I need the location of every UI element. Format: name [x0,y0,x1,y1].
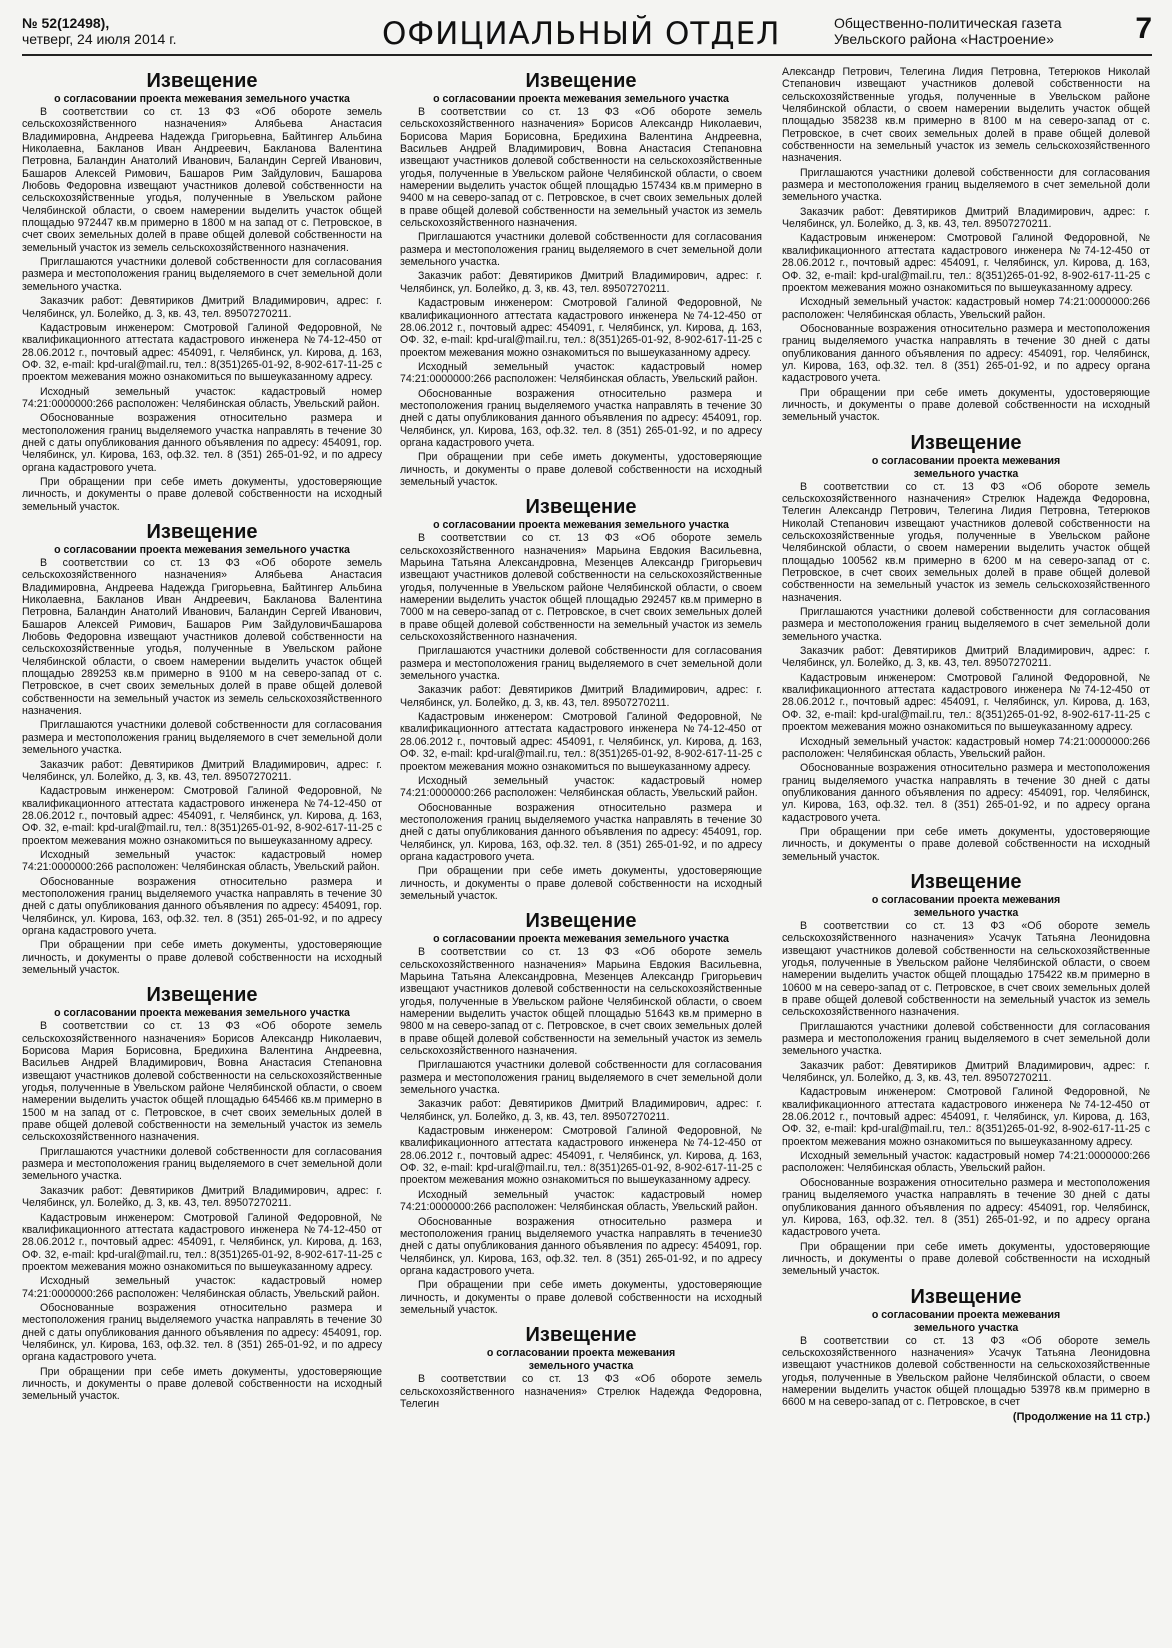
notice-objections: Обоснованные возражения относительно размера и местоположения границ выделяемого участка направлять в течение 30 дней с даты опубликования данного объявления по адресу: 454091, гор. Челябинск, ул. Кирова, 163, оф.32. тел. 8 (351) 265-01-92, и по адресу органа кадастрового учета. [400,387,762,449]
notice-objections: Обоснованные возражения относительно размера и местоположения границ выделяемого участка направлять в течение 30 дней с даты опубликования данного объявления по адресу: 454091, гор. Челябинск, ул. Кирова, 163, оф.32. тел. 8 (351) 265-01-92, и по адресу органа кадастрового учета. [22,875,382,937]
notice-engineer: Кадастровым инженером: Смотровой Галиной Федоровной, № квалификационного аттестата кадастрового инженера №74-12-450 от 28.06.2012 г., почтовый адрес: 454091, г. Челябинск, ул. Кирова, д. 163, ОФ. 32, e-mail: kpd-ural@mail.ru, тел.: 8(351)265-01-92, 8-902-617-11-25 с проектом межевания можно ознакомиться по вышеуказанному адресу. [22,785,382,847]
notice-source-plot: Исходный земельный участок: кадастровый номер 74:21:0000000:266 расположен: Челябинская область, Увельский район. [400,360,762,386]
notice [400,496,762,902]
notice-documents: При обращении при себе иметь документы, удостоверяющие личность, и документы о праве долевой собственности на исходный земельный участок. [22,1365,382,1403]
notice-intro: В соответствии со ст. 13 ФЗ «Об обороте земель сельскохозяйственного назначения» Алябьева Анастасия Владимировна, Андреева Надежда Григорьевна, Байтингер Альбина Николаевна, Бакланов Иван Андреевич, Бакланова Валентина Петровна, Баландин Анатолий Иванович, Баландин Сергей Иванович, Башаров Алексей Римович, Башаров Рим Зайдулович, Башарова Любовь Федоровна извещают участников долевой собственности на сельскохозяйственные угодья, полученные в Увельском районе Челябинской области, о своем намерении выделить участок общей площадью 972447 кв.м примерно в 1800 м на запад от с. Петровское, в счет своих земельных долей в праве общей долевой собственности на земельный участок из земель сельскохозяйственного назначения. [22,106,382,254]
notice-intro: В соответствии со ст. 13 ФЗ «Об обороте земель сельскохозяйственного назначения» Алябьева Анастасия Владимировна, Андреева Надежда Григорьевна, Байтингер Альбина Николаевна, Бакланов Иван Андреевич, Бакланова Валентина Петровна, Баландин Анатолий Иванович, Баландин Сергей Иванович, Башаров Алексей Римович, Башаров Рим ЗайдуловичБашарова Любовь Федоровна извещают участников долевой собственности на сельскохозяйственные угодья, полученные в Увельском районе Челябинской области, о своем намерении выделить участок общей площадью 289253 кв.м примерно в 9100 м на северо-запад от с. Петровское, в счет своих земельных долей в праве общей долевой собственности на земельный участок из земель сельскохозяйственного назначения. [22,557,382,718]
notice-invite: Приглашаются участники долевой собственности для согласования размера и местоположения границ выделяемого в счет земельной доли земельного участка. [400,1059,762,1097]
page-number: 7 [1135,12,1152,45]
notice-engineer: Кадастровым инженером: Смотровой Галиной Федоровной, № квалификационного аттестата кадастрового инженера №74-12-450 от 28.06.2012 г., почтовый адрес: 454091, г. Челябинск, ул. Кирова, д. 163, ОФ. 32, e-mail: kpd-ural@mail.ru, тел.: 8(351)265-01-92, 8-902-617-11-25 с проектом межевания можно ознакомиться по вышеуказанному адресу. [400,711,762,773]
notice-subtitle: о согласовании проекта межевания земельного участка [54,93,350,105]
notice-source-plot: Исходный земельный участок: кадастровый номер 74:21:0000000:266 расположен: Челябинская область, Увельский район. [782,296,1150,321]
notice-customer: Заказчик работ: Девятириков Дмитрий Владимирович, адрес: г. Челябинск, ул. Болейко, д. 3, кв. 43, тел. 89507270211. [22,1184,382,1210]
notice-engineer: Кадастровым инженером: Смотровой Галиной Федоровной, № квалификационного аттестата кадастрового инженера №74-12-450 от 28.06.2012 г., почтовый адрес: 454091, г. Челябинск, ул. Кирова, д. 163, ОФ. 32, e-mail: kpd-ural@mail.ru, тел.: 8(351)265-01-92, 8-902-617-11-25 с проектом межевания можно ознакомиться по вышеуказанному адресу. [22,1211,382,1273]
notice-title: Извещение [910,431,1022,454]
continuation-note: (Продолжение на 11 стр.) [1012,1410,1150,1423]
notice-source-plot: Исходный земельный участок: кадастровый номер 74:21:0000000:266 расположен: Челябинская область, Увельский район. [22,848,382,874]
notice-documents: При обращении при себе иметь документы, удостоверяющие личность, и документы о праве долевой собственности на исходный земельный участок. [782,825,1150,863]
notice-objections: Обоснованные возражения относительно размера и местоположения границ выделяемого участка направлять в течение 30 дней с даты опубликования данного объявления по адресу: 454091, гор. Челябинск, ул. Кирова, 163, оф.32. тел. 8 (351) 265-01-92, и по адресу органа кадастрового учета. [782,762,1150,824]
notice-title: Извещение [146,521,258,543]
notice [400,910,762,1316]
notice-intro: В соответствии со ст. 13 ФЗ «Об обороте земель сельскохозяйственного назначения» Марьина Евдокия Васильевна, Марьина Татьяна Александровна, Мезенцев Александр Григорьевич извещают участников долевой собственности на сельскохозяйственные угодья, полученные в Увельском районе Челябинской области, о своем намерении выделить участок общей площадью 51643 кв.м примерно в 9800 м на северо-запад от с. Петровское, в счет своих земельных долей в праве общей долевой собственности на земельный участок из земель сельскохозяйственного назначения. [400,946,762,1058]
notice [22,984,382,1402]
notice-subtitle: о согласовании проекта межевания земельного участка [433,93,729,105]
notice-subtitle: о согласовании проекта межевания земельного участка [54,544,350,556]
notice-engineer: Кадастровым инженером: Смотровой Галиной Федоровной, № квалификационного аттестата кадастрового инженера №74-12-450 от 28.06.2012 г., почтовый адрес: 454091, г. Челябинск, ул. Кирова, д. 163, ОФ. 32, e-mail: kpd-ural@mail.ru, тел.: 8(351)265-01-92, 8-902-617-11-25 с проектом межевания можно ознакомиться по вышеуказанному адресу. [400,1125,762,1187]
notice-engineer: Кадастровым инженером: Смотровой Галиной Федоровной, № квалификационного аттестата кадастрового инженера №74-12-450 от 28.06.2012 г., почтовый адрес: 454091, г. Челябинск, ул. Кирова, д. 163, ОФ. 32, e-mail: kpd-ural@mail.ru, тел.: 8(351)265-01-92, 8-902-617-11-25 с проектом межевания можно ознакомиться по вышеуказанному адресу. [782,671,1150,734]
notice-intro-continued: Александр Петрович, Телегина Лидия Петровна, Тетерюков Николай Степанович извещают участников долевой собственности на сельскохозяйственные угодья, полученные в Увельском районе Челябинской области, о своем намерении выделить участок общей площадью 358238 кв.м примерно в 8100 м на северо-запад от с. Петровское, в счет своих земельных долей в праве общей долевой собственности на земельный участок из земель сельскохозяйственного назначения. [782,66,1150,165]
notice-title: Извещение [910,870,1022,893]
notice-source-plot: Исходный земельный участок: кадастровый номер 74:21:0000000:266 расположен: Челябинская область, Увельский район. [400,1188,762,1214]
notice-subtitle: о согласовании проекта межевания земельного участка [54,1007,350,1020]
notice-documents: При обращении при себе иметь документы, удостоверяющие личность, и документы о праве долевой собственности на исходный земельный участок. [22,475,382,513]
notice-intro: В соответствии со ст. 13 ФЗ «Об обороте земель сельскохозяйственного назначения» Борисов Александр Николаевич, Борисова Мария Борисовна, Бредихина Валентина Андреевна, Васильев Андрей Владимирович, Вовна Анастасия Степановна извещают участников долевой собственности на сельскохозяйственные угодья, полученные в Увельском районе Челябинской области, о своем намерении выделить участок общей площадью 645466 кв.м примерно в 1500 м на запад от с. Петровское, в счет своих земельных долей в праве общей долевой собственности на земельный участок из земель сельскохозяйственного назначения. [22,1020,382,1144]
notice-objections: Обоснованные возражения относительно размера и местоположения границ выделяемого участка направлять в течение 30 дней с даты опубликования данного объявления по адресу: 454091, гор. Челябинск, ул. Кирова, 163, оф.32. тел. 8 (351) 265-01-92, и по адресу органа кадастрового учета. [400,801,762,863]
issue-number: № 52(12498), [22,15,110,31]
notice-subtitle-line-2: земельного участка [913,467,1019,480]
notice-documents: При обращении при себе иметь документы, удостоверяющие личность, и документы о праве долевой собственности на исходный земельный участок. [782,1240,1150,1278]
notice [400,70,762,488]
notice-objections: Обоснованные возражения относительно размера и местоположения границ выделяемого участка направлять в течение 30 дней с даты опубликования данного объявления по адресу: 454091, гор. Челябинск, ул. Кирова, 163, оф.32. тел. 8 (351) 265-01-92, и по адресу органа кадастрового учета. [782,1176,1150,1239]
notice-objections: Обоснованные возражения относительно размера и местоположения границ выделяемого участка направлять в течение30 дней с даты опубликования данного объявления по адресу: 454091, гор. Челябинск, ул. Кирова, 163, оф.32. тел. 8 (351) 265-01-92, и по адресу органа кадастрового учета. [400,1215,762,1277]
notice-invite: Приглашаются участники долевой собственности для согласования размера и местоположения границ выделяемого в счет земельной доли земельного участка. [400,231,762,269]
page-header [22,14,1152,56]
notice-subtitle-line-2: земельного участка [913,906,1019,919]
notice-invite: Приглашаются участники долевой собственности для согласования размера и местоположения границ выделяемого в счет земельной доли земельного участка. [22,719,382,757]
notice-title: Извещение [525,70,637,92]
notice-customer: Заказчик работ: Девятириков Дмитрий Владимирович, адрес: г. Челябинск, ул. Болейко, д. 3, кв. 43, тел. 89507270211. [22,295,382,320]
notice-customer: Заказчик работ: Девятириков Дмитрий Владимирович, адрес: г. Челябинск, ул. Болейко, д. 3, кв. 43, тел. 89507270211. [400,270,762,295]
notice-documents: При обращении при себе иметь документы, удостоверяющие личность, и документы о праве долевой собственности на исходный земельный участок. [400,865,762,902]
notice [782,871,1150,1278]
notice-engineer: Кадастровым инженером: Смотровой Галиной Федоровной, № квалификационного аттестата кадастрового инженера №74-12-450 от 28.06.2012 г., почтовый адрес: 454091, г. Челябинск, ул. Кирова, д. 163, ОФ. 32, e-mail: kpd-ural@mail.ru, тел.: 8(351)265-01-92, 8-902-617-11-25 с проектом межевания можно ознакомиться по вышеуказанному адресу. [400,297,762,359]
notice-invite: Приглашаются участники долевой собственности для согласования размера и местоположения границ выделяемого в счет земельной доли земельного участка. [22,1145,382,1183]
notice [22,521,382,976]
notice-customer: Заказчик работ: Девятириков Дмитрий Владимирович, адрес: г. Челябинск, ул. Болейко, д. 3, кв. 43, тел. 89507270211. [782,1059,1150,1085]
notice-source-plot: Исходный земельный участок: кадастровый номер 74:21:0000000:266 расположен: Челябинская область, Увельский район. [400,774,762,800]
notice-objections: Обоснованные возражения относительно размера и местоположения границ выделяемого участка направлять в течение 30 дней с даты опубликования данного объявления по адресу: 454091, гор. Челябинск, ул. Кирова, 163, оф.32. тел. 8 (351) 265-01-92, и по адресу органа кадастрового учета. [782,322,1150,385]
notice-subtitle-line-1: о согласовании проекта межевания [871,893,1061,906]
notice-intro: В соответствии со ст. 13 ФЗ «Об обороте земель сельскохозяйственного назначения» Стрелюк Надежда Федоровна, Телегин [400,1373,762,1410]
newspaper-line-1: Общественно-политическая газета [834,15,1062,31]
notice-title: Извещение [146,984,258,1007]
issue-info [22,15,177,47]
notice-subtitle: о согласовании проекта межевания земельного участка [433,933,729,946]
notice [782,432,1150,863]
notice-objections: Обоснованные возражения относительно размера и местоположения границ выделяемого участка направлять в течение 30 дней с даты опубликования данного объявления по адресу: 454091, гор. Челябинск, ул. Кирова, 163, оф.32. тел. 8 (351) 265-01-92, и по адресу органа кадастрового учета. [22,1301,382,1364]
notice-title: Извещение [525,496,637,519]
notice [22,70,382,513]
notice-subtitle: о согласовании проекта межевания земельного участка [433,519,729,532]
notice-title: Извещение [525,910,637,933]
notice-subtitle-line-2: земельного участка [913,1321,1019,1334]
notice-subtitle-line-1: о согласовании проекта межевания [871,1308,1061,1321]
newspaper-name [834,15,1062,47]
notice [400,1324,762,1410]
notice-title: Извещение [910,1285,1022,1308]
notice-intro: В соответствии со ст. 13 ФЗ «Об обороте земель сельскохозяйственного назначения» Борисов Александр Николаевич, Борисова Мария Борисовна, Бредихина Валентина Андреевна, Васильев Андрей Владимирович, Вовна Анастасия Степановна извещают участников долевой собственности на сельскохозяйственные угодья, полученные в Увельском районе Челябинской области, о своем намерении выделить участок общей площадью 157434 кв.м примерно в 9400 м на северо-запад от с. Петровское, в счет своих земельных долей в праве общей долевой собственности на земельный участок из земель сельскохозяйственного назначения. [400,106,762,230]
notice-source-plot: Исходный земельный участок: кадастровый номер 74:21:0000000:266 расположен: Челябинская область, Увельский район. [22,1275,382,1300]
notice-intro: В соответствии со ст. 13 ФЗ «Об обороте земель сельскохозяйственного назначения» Стрелюк Надежда Федоровна, Телегин Александр Петрович, Телегина Лидия Петровна, Тетерюков Николай Степанович извещают участников долевой собственности на сельскохозяйственные угодья, полученные в Увельском районе Челябинской области, о своем намерении выделить участок общей площадью 100562 кв.м примерно в 6200 м на северо-запад от с. Петровское, в счет своих земельных долей в праве общей долевой собственности на земельный участок из земель сельскохозяйственного назначения. [782,480,1150,604]
notice-source-plot: Исходный земельный участок: кадастровый номер 74:21:0000000:266 расположен: Челябинская область, Увельский район. [782,735,1150,760]
notice-continuation [782,66,1150,424]
notice-source-plot: Исходный земельный участок: кадастровый номер 74:21:0000000:266 расположен: Челябинская область, Увельский район. [782,1150,1150,1175]
notice-objections: Обоснованные возражения относительно размера и местоположения границ выделяемого участка направлять в течение 30 дней с даты опубликования данного объявления по адресу: 454091, гор. Челябинск, ул. Кирова, 163, оф.32. тел. 8 (351) 265-01-92, и по адресу органа кадастрового учета. [22,412,382,474]
notice-customer: Заказчик работ: Девятириков Дмитрий Владимирович, адрес: г. Челябинск, ул. Болейко, д. 3, кв. 43, тел. 89507270211. [400,684,762,709]
notice-subtitle-line-1: о согласовании проекта межевания [871,454,1061,467]
column-3 [782,66,1150,1638]
notice-documents: При обращении при себе иметь документы, удостоверяющие личность, и документы о праве долевой собственности на исходный земельный участок. [22,939,382,976]
notice-documents: При обращении при себе иметь документы, удостоверяющие личность, и документы о праве долевой собственности на исходный земельный участок. [782,386,1150,424]
notice-documents: При обращении при себе иметь документы, удостоверяющие личность, и документы о праве долевой собственности на исходный земельный участок. [400,451,762,488]
notice-title: Извещение [525,1324,637,1347]
notice [782,1286,1150,1423]
column-1 [22,66,382,1638]
notice-engineer: Кадастровым инженером: Смотровой Галиной Федоровной, № квалификационного аттестата кадастрового инженера №74-12-450 от 28.06.2012 г., почтовый адрес: 454091, г. Челябинск, ул. Кирова, д. 163, ОФ. 32, e-mail: kpd-ural@mail.ru, тел.: 8(351)265-01-92, 8-902-617-11-25 с проектом межевания можно ознакомиться по вышеуказанному адресу. [782,1086,1150,1148]
notice-invite: Приглашаются участники долевой собственности для согласования размера и местоположения границ выделяемого в счет земельной доли земельного участка. [782,606,1150,643]
notice-intro: В соответствии со ст. 13 ФЗ «Об обороте земель сельскохозяйственного назначения» Усачук Татьяна Леонидовна извещают участников долевой собственности на сельскохозяйственные угодья, полученные в Увельском районе Челябинской области, о своем намерении выделить участок общей площадью 175422 кв.м примерно в 10600 м на северо-запад от с. Петровское, в счет своих земельных долей в праве общей долевой собственности на земельный участок из земель сельскохозяйственного назначения. [782,919,1150,1019]
notice-customer: Заказчик работ: Девятириков Дмитрий Владимирович, адрес: г. Челябинск, ул. Болейко, д. 3, кв. 43, тел. 89507270211. [782,645,1150,670]
notice-subtitle-line-2: земельного участка [528,1360,634,1373]
notice-customer: Заказчик работ: Девятириков Дмитрий Владимирович, адрес: г. Челябинск, ул. Болейко, д. 3, кв. 43, тел. 89507270211. [22,758,382,783]
notice-intro: В соответствии со ст. 13 ФЗ «Об обороте земель сельскохозяйственного назначения» Марьина Евдокия Васильевна, Марьина Татьяна Александровна, Мезенцев Александр Григорьевич извещают участников долевой собственности на сельскохозяйственные угодья, полученные в Увельском районе Челябинской области, о своем намерении выделить участок общей площадью 292457 кв.м примерно в 7000 м на северо-запад от с. Петровское, в счет своих земельных долей в праве общей долевой собственности на земельный участок из земель сельскохозяйственного назначения. [400,532,762,644]
notice-engineer: Кадастровым инженером: Смотровой Галиной Федоровной, № квалификационного аттестата кадастрового инженера №74-12-450 от 28.06.2012 г., почтовый адрес: 454091, г. Челябинск, ул. Кирова, д. 163, ОФ. 32, e-mail: kpd-ural@mail.ru, тел.: 8(351)265-01-92, 8-902-617-11-25 с проектом межевания можно ознакомиться по вышеуказанному адресу. [22,321,382,384]
notice-customer: Заказчик работ: Девятириков Дмитрий Владимирович, адрес: г. Челябинск, ул. Болейко, д. 3, кв. 43, тел. 89507270211. [400,1098,762,1123]
newspaper-line-2: Увельского района «Настроение» [834,31,1054,47]
section-title: ОФИЦИАЛЬНЫЙ ОТДЕЛ [382,16,781,52]
notice-invite: Приглашаются участники долевой собственности для согласования размера и местоположения границ выделяемого в счет земельной доли земельного участка. [782,166,1150,204]
notice-invite: Приглашаются участники долевой собственности для согласования размера и местоположения границ выделяемого в счет земельной доли земельного участка. [782,1020,1150,1058]
notice-engineer: Кадастровым инженером: Смотровой Галиной Федоровной, № квалификационного аттестата кадастрового инженера №74-12-450 от 28.06.2012 г., почтовый адрес: 454091, г. Челябинск, ул. Кирова, д. 163, ОФ. 32, e-mail: kpd-ural@mail.ru, тел.: 8(351)265-01-92, 8-902-617-11-25 с проектом межевания можно ознакомиться по вышеуказанному адресу. [782,232,1150,294]
notice-invite: Приглашаются участники долевой собственности для согласования размера и местоположения границ выделяемого в счет земельной доли земельного участка. [400,645,762,683]
notice-subtitle-line-1: о согласовании проекта межевания [486,1347,676,1360]
notice-title: Извещение [146,70,258,92]
column-2 [400,66,762,1638]
notice-source-plot: Исходный земельный участок: кадастровый номер 74:21:0000000:266 расположен: Челябинская область, Увельский район. [22,385,382,410]
notice-intro: В соответствии со ст. 13 ФЗ «Об обороте земель сельскохозяйственного назначения» Усачук Татьяна Леонидовна извещают участников долевой собственности на сельскохозяйственные угодья, полученные в Увельском районе Челябинской области, о своем намерении выделить участок общей площадью 53978 кв.м примерно в 6600 м на северо-запад от с. Петровское, в счет [782,1334,1150,1409]
notice-customer: Заказчик работ: Девятириков Дмитрий Владимирович, адрес: г. Челябинск, ул. Болейко, д. 3, кв. 43, тел. 89507270211. [782,205,1150,231]
issue-date: четверг, 24 июля 2014 г. [22,31,177,47]
notice-invite: Приглашаются участники долевой собственности для согласования размера и местоположения границ выделяемого в счет земельной доли земельного участка. [22,256,382,293]
notice-documents: При обращении при себе иметь документы, удостоверяющие личность, и документы о праве долевой собственности на исходный земельный участок. [400,1279,762,1316]
